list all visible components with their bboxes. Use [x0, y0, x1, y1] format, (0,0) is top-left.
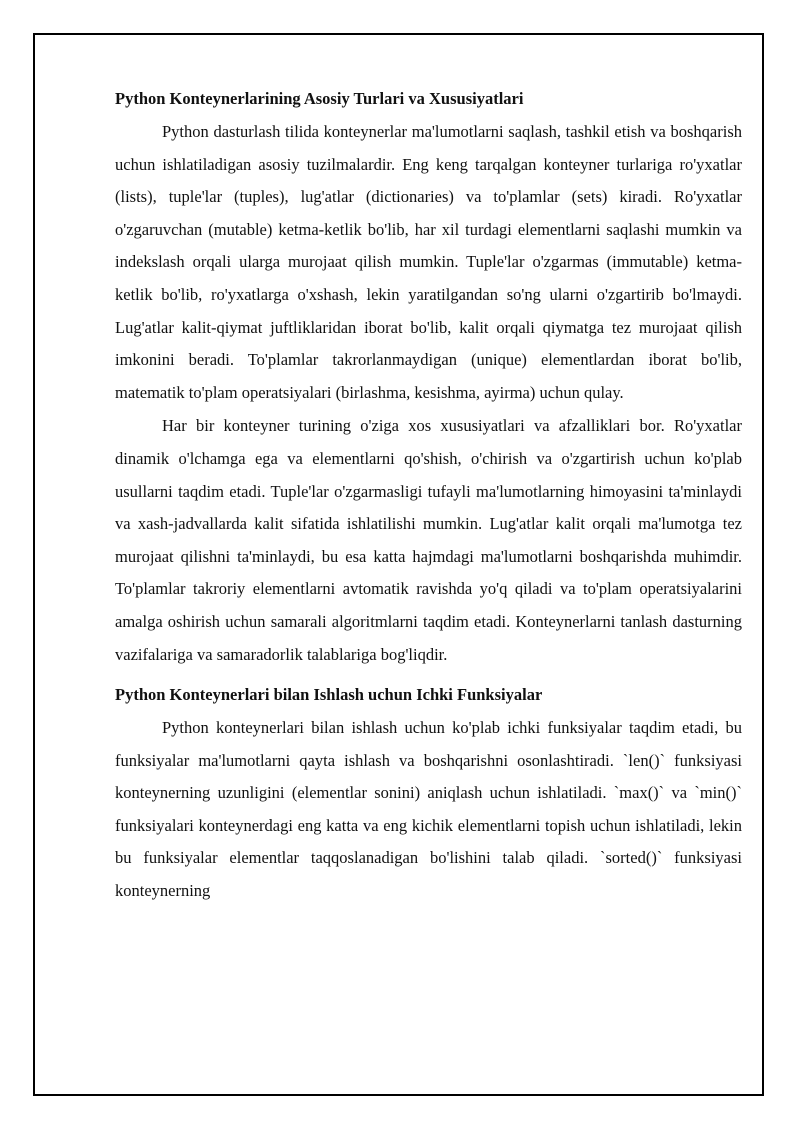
document-body	[115, 86, 742, 908]
paragraph-container-overview: Python dasturlash tilida konteynerlar ma'lumotlarni saqlash, tashkil etish va boshqarish uchun ishlatiladigan asosiy tuzilmalardir. Eng keng tarqalgan konteyner turlariga ro'yxatlar (lists), tuple'lar (tuples), lug'atlar (dictionaries) va to'plamlar (sets) kiradi. Ro'yxatlar o'zgaruvchan (mutable) ketma-ketlik bo'lib, har xil turdagi elementlarni saqlashi mumkin va indekslash orqali ularga murojaat qilish mumkin. Tuple'lar o'zgarmas (immutable) ketma-ketlik bo'lib, ro'yxatlarga o'xshash, lekin yaratilgandan so'ng ularni o'zgartirib bo'lmaydi. Lug'atlar kalit-qiymat juftliklaridan iborat bo'lib, kalit orqali qiymatga tez murojaat qilish imkonini beradi. To'plamlar takrorlanmaydigan (unique) elementlardan iborat bo'lib, matematik to'plam operatsiyalari (birlashma, kesishma, ayirma) uchun qulay.	[115, 122, 742, 402]
section-heading-container-types: Python Konteynerlarining Asosiy Turlari va Xususiyatlari	[115, 89, 524, 108]
paragraph-container-features: Har bir konteyner turining o'ziga xos xususiyatlari va afzalliklari bor. Ro'yxatlar dinamik o'lchamga ega va elementlarni qo'shish, o'chirish va o'zgartirish uchun ko'plab usullarni taqdim etadi. Tuple'lar o'zgarmasligi tufayli ma'lumotlarning himoyasini ta'minlaydi va xash-jadvallarda kalit sifatida ishlatilishi mumkin. Lug'atlar kalit orqali ma'lumotga tez murojaat qilishni ta'minlaydi, bu esa katta hajmdagi ma'lumotlarni boshqarishda muhimdir. To'plamlar takroriy elementlarni avtomatik ravishda yo'q qiladi va to'plam operatsiyalarini amalga oshirish uchun samarali algoritmlarni taqdim etadi. Konteynerlarni tanlash dasturning vazifalariga va samaradorlik talablariga bog'liqdir.	[115, 416, 742, 664]
section-heading-builtin-functions: Python Konteynerlari bilan Ishlash uchun Ichki Funksiyalar	[115, 685, 543, 705]
paragraph-builtin-functions: Python konteynerlari bilan ishlash uchun ko'plab ichki funksiyalar taqdim etadi, bu funksiyalar ma'lumotlarni qayta ishlash va boshqarishni osonlashtiradi. `len()` funksiyasi konteynerning uzunligini (elementlar sonini) aniqlash uchun ishlatiladi. `max()` va `min()` funksiyalari konteynerdagi eng katta va eng kichik elementlarni topish uchun ishlatiladi, lekin bu funksiyalar elementlar taqqoslanadigan bo'lishini talab qiladi. `sorted()` funksiyasi konteynerning	[115, 718, 742, 901]
